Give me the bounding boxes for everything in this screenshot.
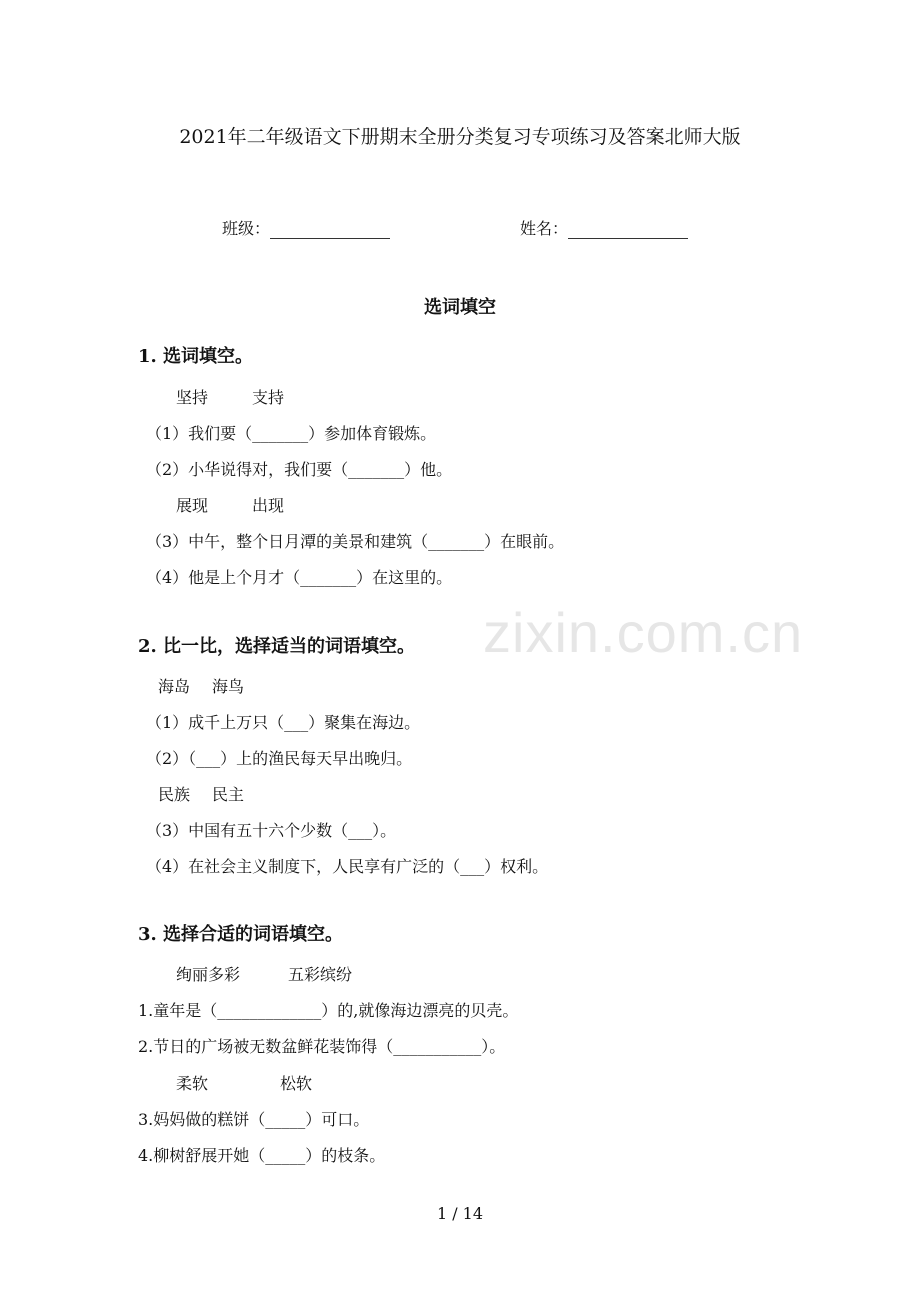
q1-item-2: （2）小华说得对，我们要（_______）他。	[146, 460, 453, 479]
section-title: 选词填空	[424, 297, 496, 318]
q3-item-3: 3.妈妈做的糕饼（_____）可口。	[138, 1110, 370, 1129]
word-option: 松软	[280, 1074, 313, 1093]
q2-item-1: （1）成千上万只（___）聚集在海边。	[146, 713, 421, 732]
word-option: 坚持	[176, 388, 209, 407]
q2-word-options-1	[158, 674, 244, 697]
class-blank	[270, 220, 390, 239]
word-option: 展现	[176, 496, 209, 515]
word-option: 绚丽多彩	[176, 965, 241, 984]
question-3-heading: 3. 选择合适的词语填空。	[138, 924, 344, 945]
document-title: 2021年二年级语文下册期末全册分类复习专项练习及答案北师大版	[179, 126, 741, 148]
name-label: 姓名：	[520, 219, 569, 238]
q2-word-options-2	[158, 782, 244, 805]
word-option: 海岛	[158, 677, 191, 696]
q3-word-options-1	[176, 962, 352, 985]
class-field	[222, 216, 390, 239]
name-blank	[568, 220, 688, 239]
class-label: 班级：	[222, 219, 271, 238]
word-option: 民族	[158, 785, 191, 804]
q3-item-1: 1.童年是（_____________）的,就像海边漂亮的贝壳。	[138, 1001, 519, 1020]
word-option: 出现	[252, 496, 285, 515]
q2-item-4: （4）在社会主义制度下，人民享有广泛的（___）权利。	[146, 857, 549, 876]
q1-item-1: （1）我们要（_______）参加体育锻炼。	[146, 424, 437, 443]
word-option: 五彩缤纷	[288, 965, 353, 984]
q1-item-3: （3）中午，整个日月潭的美景和建筑（_______）在眼前。	[146, 532, 565, 551]
q3-item-4: 4.柳树舒展开她（_____）的枝条。	[138, 1146, 386, 1165]
q1-item-4: （4）他是上个月才（_______）在这里的。	[146, 568, 453, 587]
q2-item-2: （2）（___）上的渔民每天早出晚归。	[146, 749, 413, 768]
question-1-heading: 1. 选词填空。	[138, 346, 254, 367]
word-option: 海鸟	[212, 677, 245, 696]
question-2-heading: 2. 比一比，选择适当的词语填空。	[138, 636, 416, 657]
q2-item-3: （3）中国有五十六个少数（___）。	[146, 821, 397, 840]
page-number: 1 / 14	[436, 1204, 484, 1223]
q3-item-2: 2.节日的广场被无数盆鲜花装饰得（___________）。	[138, 1037, 506, 1056]
q3-word-options-2	[176, 1071, 312, 1094]
word-option: 支持	[252, 388, 285, 407]
word-option: 民主	[212, 785, 245, 804]
q1-word-options-1	[176, 385, 284, 408]
word-option: 柔软	[176, 1074, 209, 1093]
watermark: zixin.com.cn	[483, 601, 804, 664]
q1-word-options-2	[176, 493, 284, 516]
name-field	[520, 216, 688, 239]
